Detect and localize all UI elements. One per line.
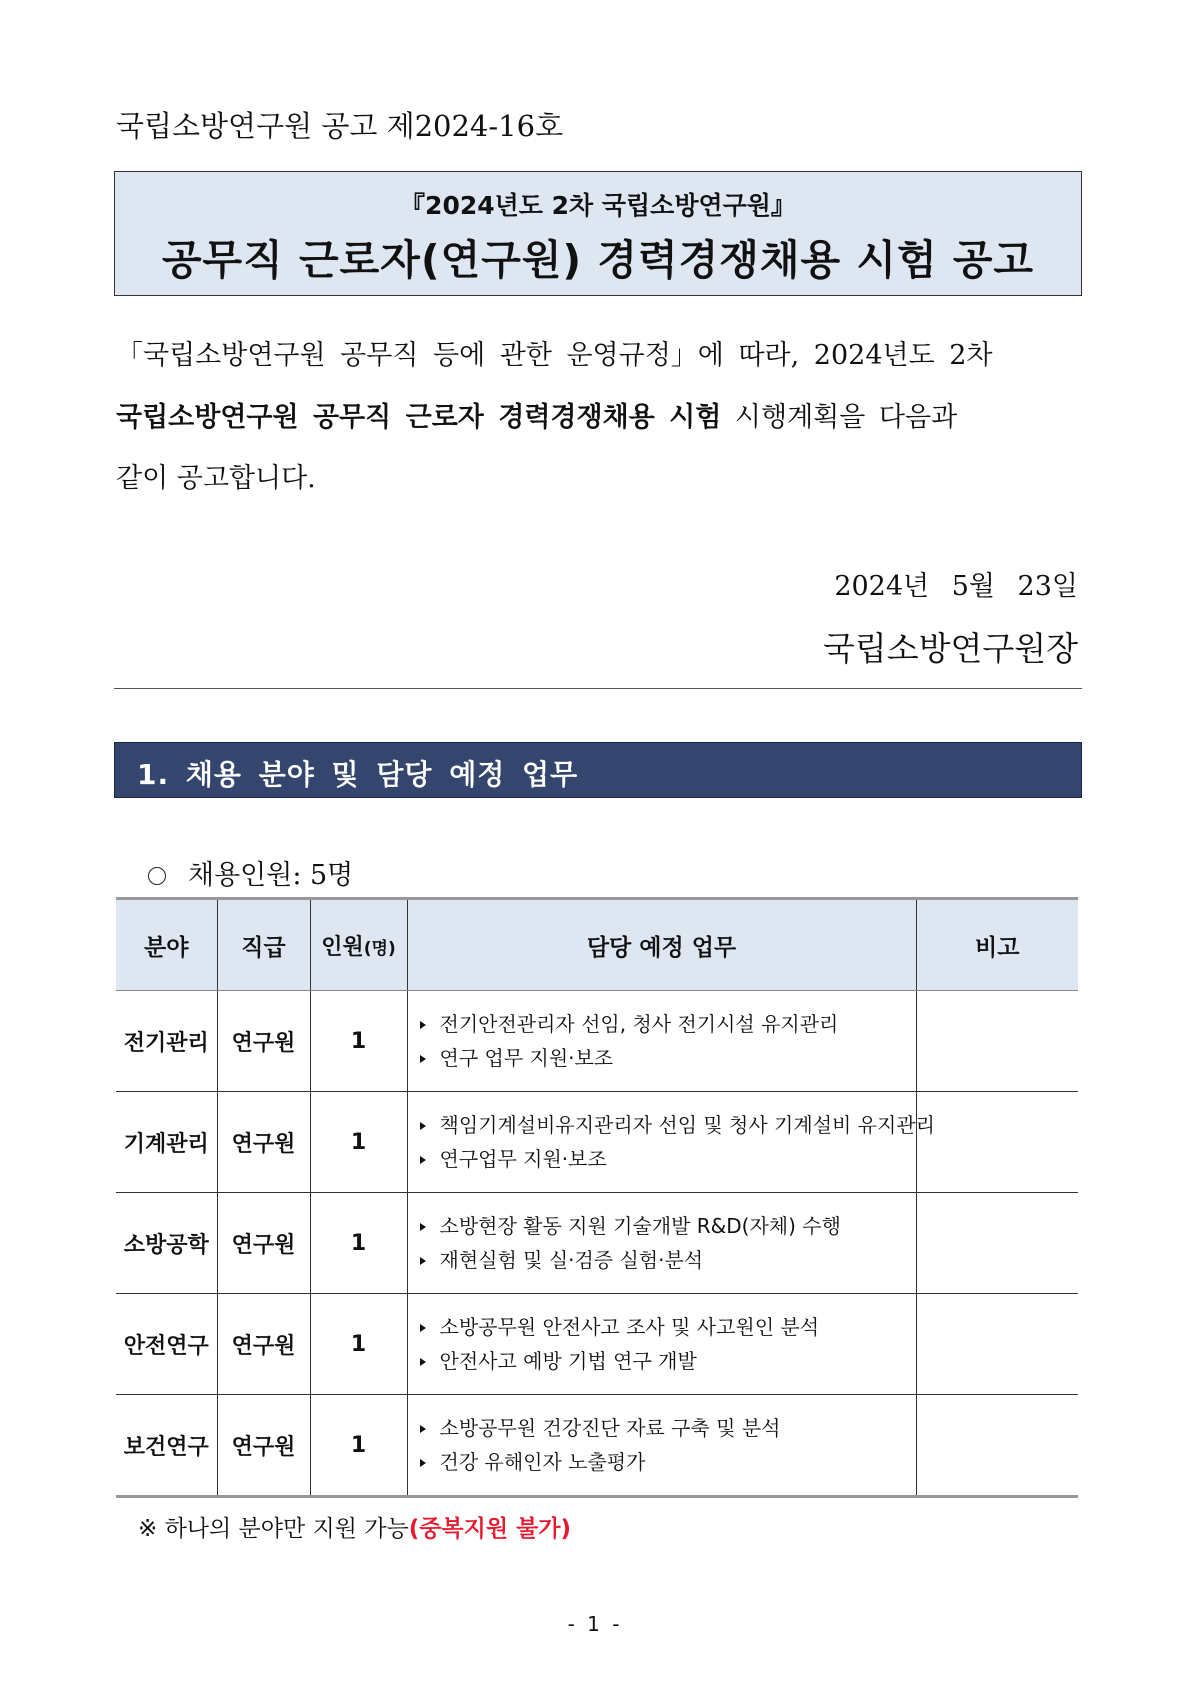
cell-count: 1 <box>310 1193 407 1294</box>
duty-item <box>420 1041 916 1075</box>
table-row <box>116 1395 1078 1497</box>
intro-line-2 <box>116 404 1078 431</box>
cell-duties <box>407 1395 916 1497</box>
table-row <box>116 1092 1078 1193</box>
header-field: 분야 <box>116 899 217 991</box>
duty-item <box>420 1007 916 1041</box>
duty-text: 건강 유해인자 노출평가 <box>439 1450 646 1474</box>
signer: 국립소방연구원장 <box>822 629 1078 668</box>
cell-remark <box>916 1395 1078 1497</box>
duty-text: 재현실험 및 실·검증 실험·분석 <box>439 1248 704 1272</box>
page-title: 공무직 근로자(연구원) 경력경쟁채용 시험 공고 <box>161 236 1035 284</box>
duty-text: 연구업무 지원·보조 <box>439 1147 607 1171</box>
duty-text: 연구 업무 지원·보조 <box>439 1046 614 1070</box>
note-text: ※ 하나의 분야만 지원 가능 <box>138 1516 409 1542</box>
cell-remark <box>916 1294 1078 1395</box>
header-count <box>310 899 407 991</box>
intro-line-3: 같이 공고합니다. <box>116 463 316 494</box>
cell-grade: 연구원 <box>217 1395 310 1497</box>
page-number: - 1 - <box>567 1612 623 1636</box>
duty-item <box>420 1411 916 1445</box>
cell-remark <box>916 1092 1078 1193</box>
recruit-count-text: 채용인원: 5명 <box>188 860 354 891</box>
note-highlight: (중복지원 불가) <box>408 1516 572 1542</box>
cell-field: 안전연구 <box>116 1294 217 1395</box>
section-1-title: 1. 채용 분야 및 담당 예정 업무 <box>137 758 579 791</box>
table-header-row <box>116 899 1078 991</box>
table-row <box>116 1193 1078 1294</box>
triangle-bullet-icon <box>420 1425 426 1433</box>
duty-item <box>420 1108 935 1142</box>
triangle-bullet-icon <box>420 1358 426 1366</box>
circle-bullet-icon <box>148 867 166 885</box>
header-count-unit: (명) <box>363 938 396 959</box>
duty-item <box>420 1243 916 1277</box>
title-subtitle: 『2024년도 2차 국립소방연구원』 <box>400 191 796 220</box>
duty-text: 안전사고 예방 기법 연구 개발 <box>439 1349 697 1373</box>
cell-field: 기계관리 <box>116 1092 217 1193</box>
duty-item <box>420 1445 916 1479</box>
triangle-bullet-icon <box>420 1156 426 1164</box>
cell-field: 전기관리 <box>116 991 217 1092</box>
header-duties: 담당 예정 업무 <box>407 899 916 991</box>
intro-bold-phrase: 국립소방연구원 공무직 근로자 경력경쟁채용 시험 <box>116 402 722 433</box>
duty-text: 소방현장 활동 지원 기술개발 R&D(자체) 수행 <box>439 1214 841 1238</box>
recruit-count <box>148 853 353 892</box>
cell-duties <box>407 1193 916 1294</box>
application-note <box>138 1510 571 1543</box>
triangle-bullet-icon <box>420 1223 426 1231</box>
triangle-bullet-icon <box>420 1257 426 1265</box>
intro-line-2-rest: 시행계획을 다음과 <box>721 402 958 433</box>
cell-duties <box>407 991 916 1092</box>
duty-text: 소방공무원 안전사고 조사 및 사고원인 분석 <box>439 1315 820 1339</box>
duty-text: 책임기계설비유지관리자 선임 및 청사 기계설비 유지관리 <box>439 1113 935 1137</box>
cell-grade: 연구원 <box>217 1092 310 1193</box>
cell-count: 1 <box>310 1395 407 1497</box>
cell-count: 1 <box>310 1092 407 1193</box>
section-1-header <box>114 742 1082 798</box>
cell-grade: 연구원 <box>217 1193 310 1294</box>
intro-line-1: 「국립소방연구원 공무직 등에 관한 운영규정」에 따라, 2024년도 2차 <box>116 340 993 371</box>
cell-remark <box>916 1193 1078 1294</box>
triangle-bullet-icon <box>420 1021 426 1029</box>
notice-date: 2024년 5월 23일 <box>834 571 1078 602</box>
cell-field: 소방공학 <box>116 1193 217 1294</box>
cell-grade: 연구원 <box>217 991 310 1092</box>
divider <box>114 688 1082 689</box>
triangle-bullet-icon <box>420 1324 426 1332</box>
duty-text: 소방공무원 건강진단 자료 구축 및 분석 <box>439 1416 781 1440</box>
duty-item <box>420 1209 916 1243</box>
jobs-table <box>116 897 1078 1498</box>
duty-item <box>420 1142 916 1176</box>
duty-text: 전기안전관리자 선임, 청사 전기시설 유지관리 <box>439 1012 839 1036</box>
triangle-bullet-icon <box>420 1055 426 1063</box>
notice-number: 국립소방연구원 공고 제2024-16호 <box>116 109 564 143</box>
header-grade: 직급 <box>217 899 310 991</box>
cell-duties <box>407 1294 916 1395</box>
cell-count: 1 <box>310 1294 407 1395</box>
header-count-label: 인원 <box>321 934 364 960</box>
duty-item <box>420 1310 916 1344</box>
triangle-bullet-icon <box>420 1459 426 1467</box>
table-row <box>116 991 1078 1092</box>
header-remark: 비고 <box>916 899 1078 991</box>
cell-remark <box>916 991 1078 1092</box>
table-row <box>116 1294 1078 1395</box>
triangle-bullet-icon <box>420 1122 426 1130</box>
cell-field: 보건연구 <box>116 1395 217 1497</box>
cell-count: 1 <box>310 991 407 1092</box>
cell-duties <box>407 1092 935 1193</box>
title-box <box>114 171 1082 296</box>
duty-item <box>420 1344 916 1378</box>
cell-grade: 연구원 <box>217 1294 310 1395</box>
